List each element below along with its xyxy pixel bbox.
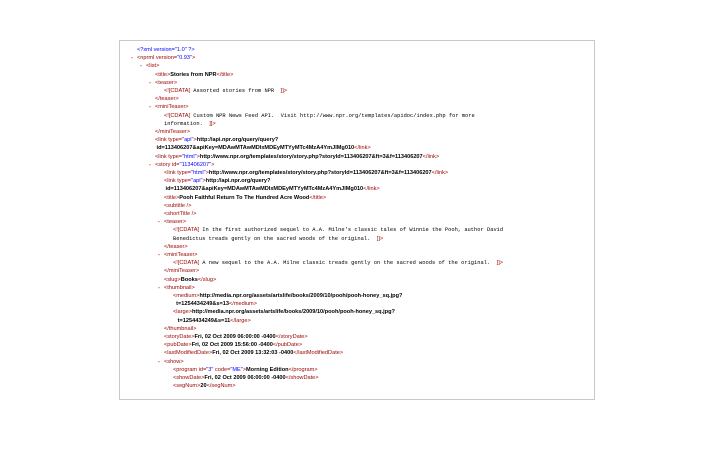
xml-tag: <![CDATA[: [173, 260, 200, 267]
xml-tag: >: [193, 137, 197, 144]
xml-tag: <program: [173, 366, 198, 373]
xml-tag: >: [205, 170, 209, 176]
xml-line: [167, 258, 503, 269]
collapse-toggle[interactable]: -: [140, 63, 142, 70]
xml-attribute: id=: [197, 366, 207, 373]
xml-tag: <pubDate>: [164, 342, 192, 349]
xml-tag: <title>: [164, 194, 180, 201]
xml-attribute: type=: [166, 153, 183, 160]
xml-text: id=113406207&apiKey=MDAwMTAwMDIxMDEyMTYyMTc4MzA4YmJlMg010: [155, 145, 355, 152]
xml-cdata: A new sequel to the A.A. Milne classic treads gently on the sacred woods of the original.: [199, 260, 497, 267]
xml-tag: >: [202, 178, 206, 185]
xml-tag: </segNum>: [206, 383, 236, 390]
xml-attribute-value: "api": [182, 137, 194, 144]
xml-attribute-value: "html": [191, 170, 206, 176]
collapse-toggle[interactable]: -: [158, 358, 160, 365]
xml-tag: >: [196, 153, 200, 160]
xml-attribute-value: "3": [206, 366, 214, 373]
xml-tag: <medium>: [173, 293, 200, 299]
xml-text: t=1254434249&s=11: [173, 317, 231, 324]
xml-tag: </large>: [230, 317, 251, 324]
xml-tag: >: [191, 55, 196, 62]
xml-cdata: Benedictus treads gently on the sacred woods of the original.: [173, 235, 377, 242]
xml-tag: <thumbnail>: [164, 284, 195, 291]
xml-attribute-value: "ME": [230, 366, 243, 373]
xml-tag: <link: [164, 170, 176, 176]
xml-tag: <story: [155, 161, 171, 168]
xml-tag: <storyDate>: [164, 334, 195, 340]
xml-tag: </link>: [422, 153, 440, 160]
xml-tag: ]]>: [496, 260, 504, 267]
xml-attribute: id=: [170, 161, 180, 168]
xml-tag: ]]>: [376, 235, 384, 242]
xml-tag: </miniTeaser>: [155, 129, 191, 135]
xml-tag: <![CDATA[: [173, 227, 200, 234]
collapse-toggle[interactable]: -: [149, 104, 151, 111]
xml-tag: </link>: [431, 170, 449, 176]
collapse-toggle[interactable]: -: [158, 252, 160, 258]
xml-tag: <teaser>: [164, 219, 187, 226]
xml-text: Fri, 02 Oct 2009 06:00:00 -0400: [194, 334, 276, 340]
xml-tag: </medium>: [229, 301, 257, 308]
xml-tag: >: [242, 366, 246, 373]
xml-text: 20: [200, 383, 207, 390]
xml-tag: </thumbnail>: [164, 325, 197, 332]
xml-tag: <lastModifiedDate>: [164, 350, 213, 357]
xml-tag: <segNum>: [173, 383, 201, 390]
xml-tag: </link>: [363, 186, 380, 193]
xml-attribute-value: "html": [182, 153, 197, 160]
xml-tag: <list>: [146, 63, 160, 70]
xml-text: Fri, 02 Oct 2009 06:00:00 -0400: [204, 375, 286, 381]
xml-tag: </link>: [354, 145, 371, 152]
xml-tag: <showDate>: [173, 375, 205, 381]
xml-tag: </showDate>: [285, 375, 319, 381]
xml-tag: </title>: [216, 71, 234, 78]
xml-tag: </teaser>: [164, 243, 188, 250]
xml-tag: <shortTitle />: [164, 211, 197, 217]
xml-text: http://media.npr.org/assets/artslife/books/2009/10/pooh/pooh-honey_sq.jpg?: [199, 293, 403, 299]
xml-text: http://api.npr.org/query/query?: [196, 137, 279, 144]
xml-cdata: Assorted stories from NPR: [190, 88, 281, 94]
xml-text: http://www.npr.org/templates/story/story.php?storyId=113406207&ft=3&f=113406207: [199, 153, 423, 160]
xml-attribute: type=: [175, 170, 192, 176]
xml-tag: ]]>: [209, 120, 216, 127]
xml-tag: </pubDate>: [272, 342, 303, 349]
xml-tag: </teaser>: [155, 96, 179, 103]
xml-line: [158, 348, 343, 359]
xml-tag: >: [211, 161, 215, 168]
collapse-toggle[interactable]: -: [149, 161, 151, 168]
xml-attribute: code=: [213, 366, 231, 373]
xml-tag: <![CDATA[: [164, 88, 191, 94]
xml-text: Stories from NPR: [170, 71, 217, 78]
xml-tag: </program>: [288, 366, 318, 373]
xml-cdata: information.: [164, 120, 210, 127]
xml-tag: </slug>: [197, 276, 217, 283]
xml-tag: <slug>: [164, 276, 181, 283]
xml-tag: <miniTeaser>: [155, 104, 189, 111]
xml-tag: </title>: [309, 194, 327, 201]
xml-tag: <![CDATA[: [164, 112, 191, 119]
xml-cdata: Custom NPR News Feed API. Visit http://www.npr.org/templates/apidoc/index.php for more: [190, 112, 475, 119]
collapse-toggle[interactable]: -: [158, 284, 160, 291]
xml-attribute: type=: [175, 178, 192, 185]
xml-text: id=113406207&apiKey=MDAwMTAwMDIxMDEyMTYyMTc4MzA4YmJlMg010: [164, 186, 364, 193]
xml-tag: <nprml: [137, 55, 155, 62]
xml-text: http://media.npr.org/assets/artslife/books/2009/10/pooh/pooh-honey_sq.jpg?: [191, 309, 395, 316]
xml-attribute-value: "0.93": [177, 55, 192, 62]
xml-tag: <show>: [164, 358, 184, 365]
xml-cdata: In the first authorized sequel to A.A. Milne's classic tales of Winnie the Pooh, author David: [199, 227, 504, 234]
xml-viewer-panel: [119, 40, 595, 400]
xml-tag: <title>: [155, 71, 171, 78]
xml-tag: <subtitle />: [164, 202, 192, 209]
xml-tag: </lastModifiedDate>: [293, 350, 344, 357]
xml-line: [167, 234, 383, 245]
xml-text: Fri, 02 Oct 2009 15:56:00 -0400: [191, 342, 273, 349]
xml-attribute: type=: [166, 137, 183, 144]
xml-tag: </miniTeaser>: [164, 268, 200, 275]
xml-text: http://api.npr.org/query?: [205, 178, 271, 185]
collapse-toggle[interactable]: -: [149, 79, 151, 86]
xml-text: Books: [180, 276, 198, 283]
xml-text: Fri, 02 Oct 2009 13:32:03 -0400: [212, 350, 294, 357]
xml-text: Morning Edition: [246, 366, 289, 373]
xml-tag: <teaser>: [155, 79, 178, 86]
collapse-toggle[interactable]: -: [158, 219, 160, 226]
xml-tag: <link: [164, 178, 176, 185]
xml-tag: <large>: [173, 309, 192, 316]
xml-declaration: <?xml version="1.0" ?>: [137, 47, 195, 53]
xml-tag: <link: [155, 153, 167, 160]
xml-text: t=1254434249&s=13: [173, 301, 229, 308]
xml-tag: <miniTeaser>: [164, 252, 198, 258]
xml-attribute-value: "113406207": [179, 161, 212, 168]
xml-tag: ]]>: [280, 88, 288, 94]
xml-attribute-value: "api": [191, 178, 203, 185]
xml-line: [167, 381, 236, 392]
xml-text: http://www.npr.org/templates/story/story.php?storyId=113406207&ft=3&f=113406207: [208, 170, 432, 176]
xml-attribute: version=: [154, 55, 178, 62]
collapse-toggle[interactable]: -: [131, 55, 133, 62]
xml-tag: <link: [155, 137, 167, 144]
xml-text: Pooh Faithful Return To The Hundred Acre Wood: [179, 194, 310, 201]
xml-tag: </storyDate>: [275, 334, 308, 340]
